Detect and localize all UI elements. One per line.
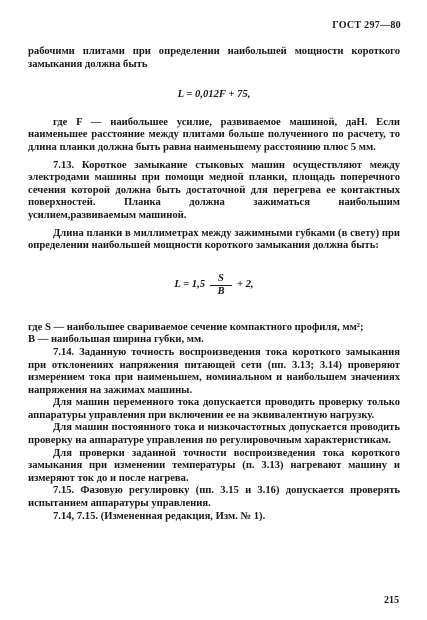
- paragraph-7-15: 7.15. Фазовую регулировку (пп. 3.15 и 3.16) допускается проверять испытанием аппаратуры управления.: [28, 485, 400, 510]
- paragraph: Длина планки в миллиметрах между зажимными губками (в свету) при определении наибольшей мощности короткого замыкания должна быть:: [28, 227, 400, 252]
- formula-fraction: [210, 273, 232, 298]
- paragraph: рабочими плитами при определении наибольшей мощности короткого замыкания должна быть: [28, 46, 400, 70]
- formula-plank-length: L = 0,012F + 75,: [177, 89, 251, 101]
- formula-plank-length-2: [28, 273, 400, 298]
- paragraph: где F — наибольшее усилие, развиваемое машиной, даН. Если наименьшее расстояние между плитами больше полученного по расчету, то длина планки должна быть равна наименьшему расстоянию плюс 5 мм.: [28, 116, 400, 153]
- fraction-numerator: S: [210, 273, 232, 286]
- paragraph: Для машин переменного тока допускается проводить проверку только аппаратуры управления при включении ее на эквивалентную нагрузку.: [28, 397, 400, 421]
- paragraph: Для проверки заданной точности воспроизведения тока короткого замыкания при изменении температуры (п. 3.13) нагревают машину и измеряют ток до и после нагрева.: [28, 447, 400, 484]
- definition-s: где S — наибольшее свариваемое сечение компактного профиля, мм²;: [28, 321, 364, 333]
- document-body: [28, 46, 400, 523]
- formula-right: + 2,: [236, 278, 254, 290]
- paragraph-7-13: 7.13. Короткое замыкание стыковых машин осуществляют между электродами машины при помощи медной планки, площадь поперечного сечения которой должна быть достаточной для перегрева ее контактных поверхностей. Планка должна зажиматься наибольшим усилием,развиваемым машиной.: [28, 159, 400, 221]
- page-number: 215: [384, 595, 399, 606]
- paragraph-7-14: 7.14. Заданную точность воспроизведения тока короткого замыкания при отклонениях напряжения питающей сети (пп. 3.13; 3.14) проверяют измерением тока при наименьшем, номинальном и наибольшем значениях напряжения на зажимах машины.: [28, 346, 400, 396]
- definition-b: B — наибольшая ширина губки, мм.: [28, 334, 204, 346]
- formula-left: L = 1,5: [174, 278, 206, 290]
- standard-header: ГОСТ 297—80: [332, 20, 401, 31]
- paragraph: Для машин постоянного тока и низкочастотных допускается проводить проверку на аппаратуре управления по регулировочным характеристикам.: [28, 422, 400, 447]
- amendment-note: 7.14, 7.15. (Измененная редакция, Изм. № 1).: [53, 510, 266, 522]
- fraction-denominator: B: [217, 285, 225, 297]
